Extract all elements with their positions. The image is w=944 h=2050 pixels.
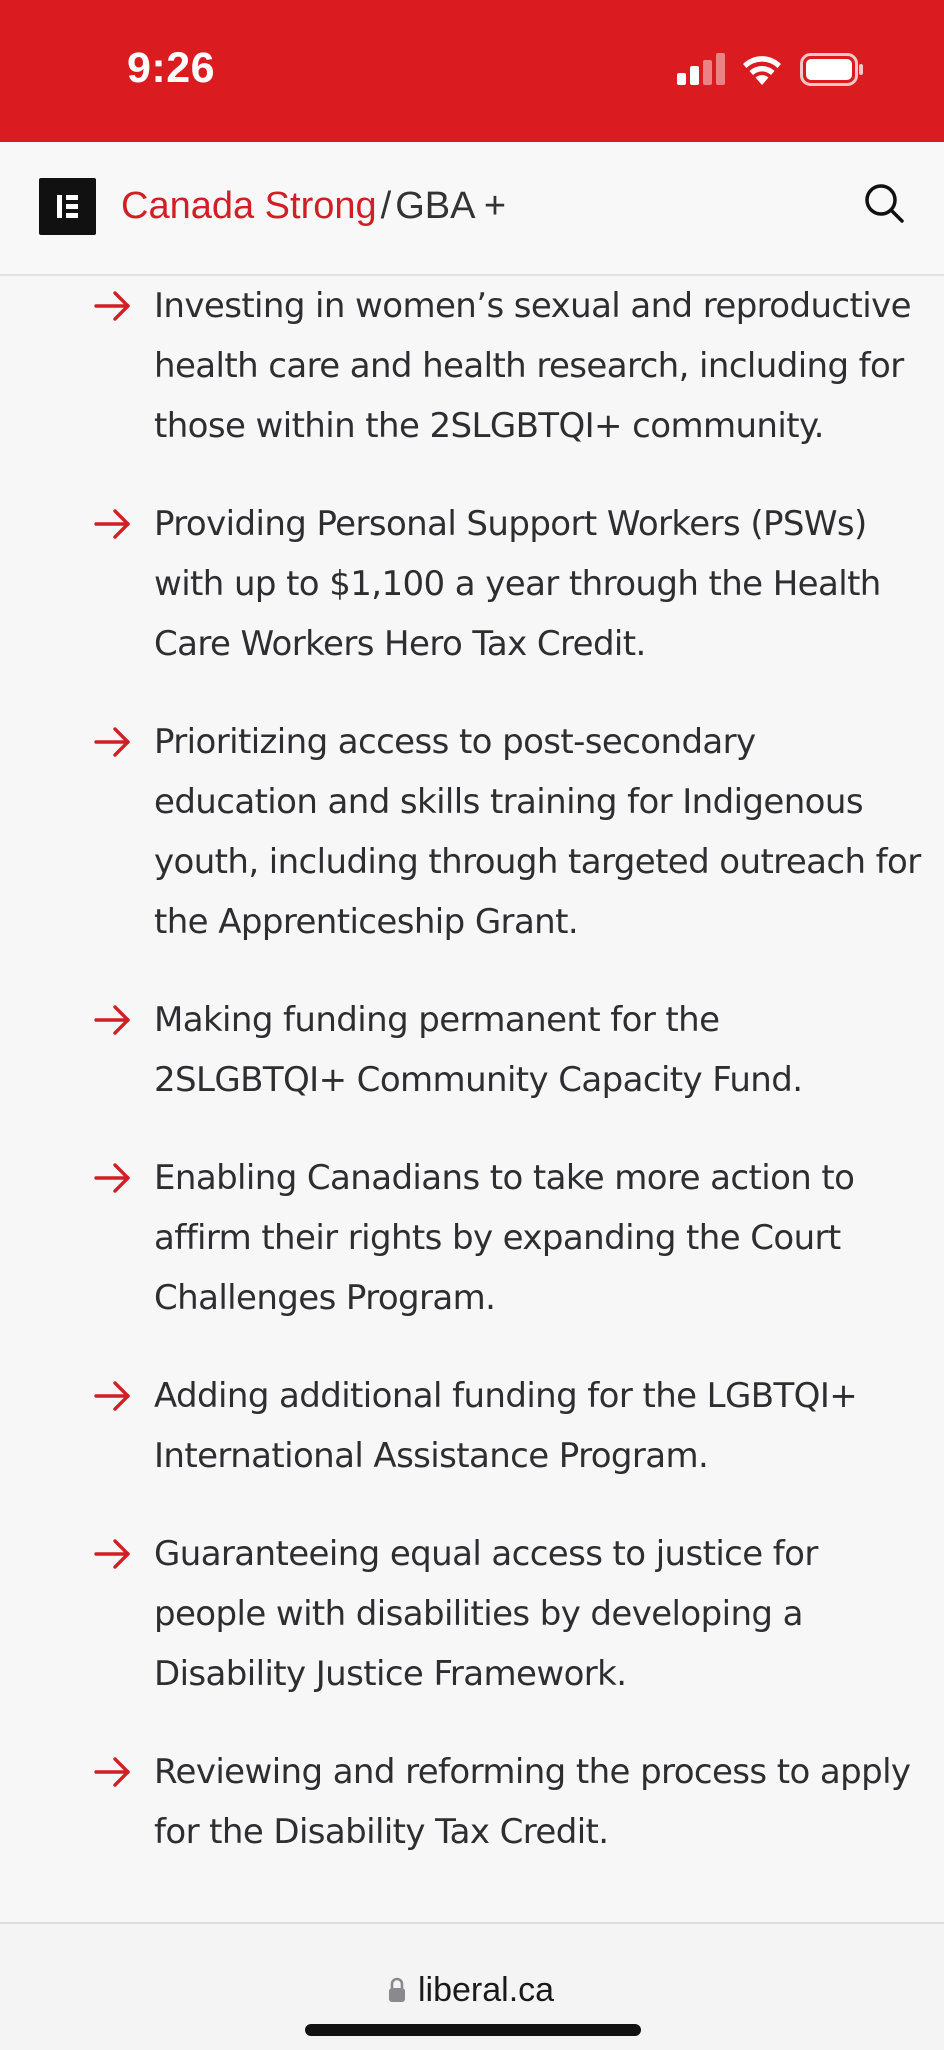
breadcrumb-link-canada-strong[interactable]: Canada Strong bbox=[121, 185, 377, 227]
list-item bbox=[0, 276, 944, 456]
site-header bbox=[0, 142, 944, 276]
list-item bbox=[0, 1524, 944, 1704]
list-item-text bbox=[154, 712, 921, 952]
list-item-line: Care Workers Hero Tax Credit. bbox=[154, 624, 646, 664]
arrow-right-icon bbox=[94, 1162, 132, 1194]
list-item-text bbox=[154, 1366, 914, 1486]
list-item-line: Reviewing and reforming the process to apply bbox=[154, 1752, 911, 1792]
status-time: 9:26 bbox=[127, 44, 216, 92]
list-item bbox=[0, 1148, 944, 1328]
battery-icon bbox=[800, 53, 864, 86]
url-field[interactable] bbox=[388, 1968, 554, 2012]
list-item-line: Prioritizing access to post-secondary bbox=[154, 722, 756, 762]
arrow-right-icon bbox=[94, 1004, 132, 1036]
list-item bbox=[0, 712, 944, 952]
list-item-line: with up to $1,100 a year through the Health bbox=[154, 564, 881, 604]
breadcrumb-current-page: GBA + bbox=[395, 185, 507, 227]
list-item-line: International Assistance Program. bbox=[154, 1436, 709, 1476]
list-item-text bbox=[154, 1742, 914, 1862]
search-icon[interactable] bbox=[862, 181, 906, 225]
list-item-text bbox=[154, 276, 914, 456]
list-item-line: health care and health research, including for bbox=[154, 346, 904, 386]
list-item-line: Making funding permanent for the bbox=[154, 1000, 720, 1040]
list-item bbox=[0, 1366, 944, 1486]
list-item-line: Challenges Program. bbox=[154, 1278, 496, 1318]
wifi-icon bbox=[740, 52, 784, 86]
list-item-line: Guaranteeing equal access to justice for bbox=[154, 1534, 818, 1574]
breadcrumb-separator: / bbox=[380, 185, 392, 227]
list-item-text bbox=[154, 1524, 914, 1704]
list-item-line: the Apprenticeship Grant. bbox=[154, 902, 579, 942]
list-item-text bbox=[154, 494, 914, 674]
arrow-right-icon bbox=[94, 290, 132, 322]
list-item-line: Adding additional funding for the LGBTQI+ bbox=[154, 1376, 858, 1416]
arrow-right-icon bbox=[94, 1756, 132, 1788]
breadcrumb bbox=[121, 180, 506, 232]
list-item bbox=[0, 1742, 944, 1862]
list-item-line: education and skills training for Indigenous bbox=[154, 782, 863, 822]
arrow-right-icon bbox=[94, 508, 132, 540]
arrow-right-icon bbox=[94, 726, 132, 758]
list-item-line: for the Disability Tax Credit. bbox=[154, 1812, 609, 1852]
status-bar bbox=[0, 0, 944, 142]
list-item-line: Providing Personal Support Workers (PSWs) bbox=[154, 504, 867, 544]
list-item-line: 2SLGBTQI+ Community Capacity Fund. bbox=[154, 1060, 803, 1100]
list-item-line: affirm their rights by expanding the Court bbox=[154, 1218, 841, 1258]
list-item-line: those within the 2SLGBTQI+ community. bbox=[154, 406, 824, 446]
arrow-right-icon bbox=[94, 1380, 132, 1412]
list-item-line: youth, including through targeted outreach for bbox=[154, 842, 921, 882]
elementor-menu-icon bbox=[39, 178, 96, 235]
browser-address-bar bbox=[0, 1922, 944, 2050]
arrow-right-icon bbox=[94, 1538, 132, 1570]
list-item-text bbox=[154, 1148, 914, 1328]
menu-button[interactable] bbox=[39, 178, 96, 235]
list-item-line: Investing in women’s sexual and reproductive bbox=[154, 286, 911, 326]
lock-icon bbox=[388, 1977, 406, 2003]
list-item bbox=[0, 494, 944, 674]
list-item-line: people with disabilities by developing a bbox=[154, 1594, 803, 1634]
list-item bbox=[0, 990, 944, 1110]
list-item-line: Disability Justice Framework. bbox=[154, 1654, 627, 1694]
home-indicator bbox=[305, 2024, 641, 2036]
cellular-signal-icon bbox=[677, 53, 725, 85]
list-item-line: Enabling Canadians to take more action to bbox=[154, 1158, 855, 1198]
url-text: liberal.ca bbox=[418, 1970, 555, 2009]
list-item-text bbox=[154, 990, 914, 1110]
